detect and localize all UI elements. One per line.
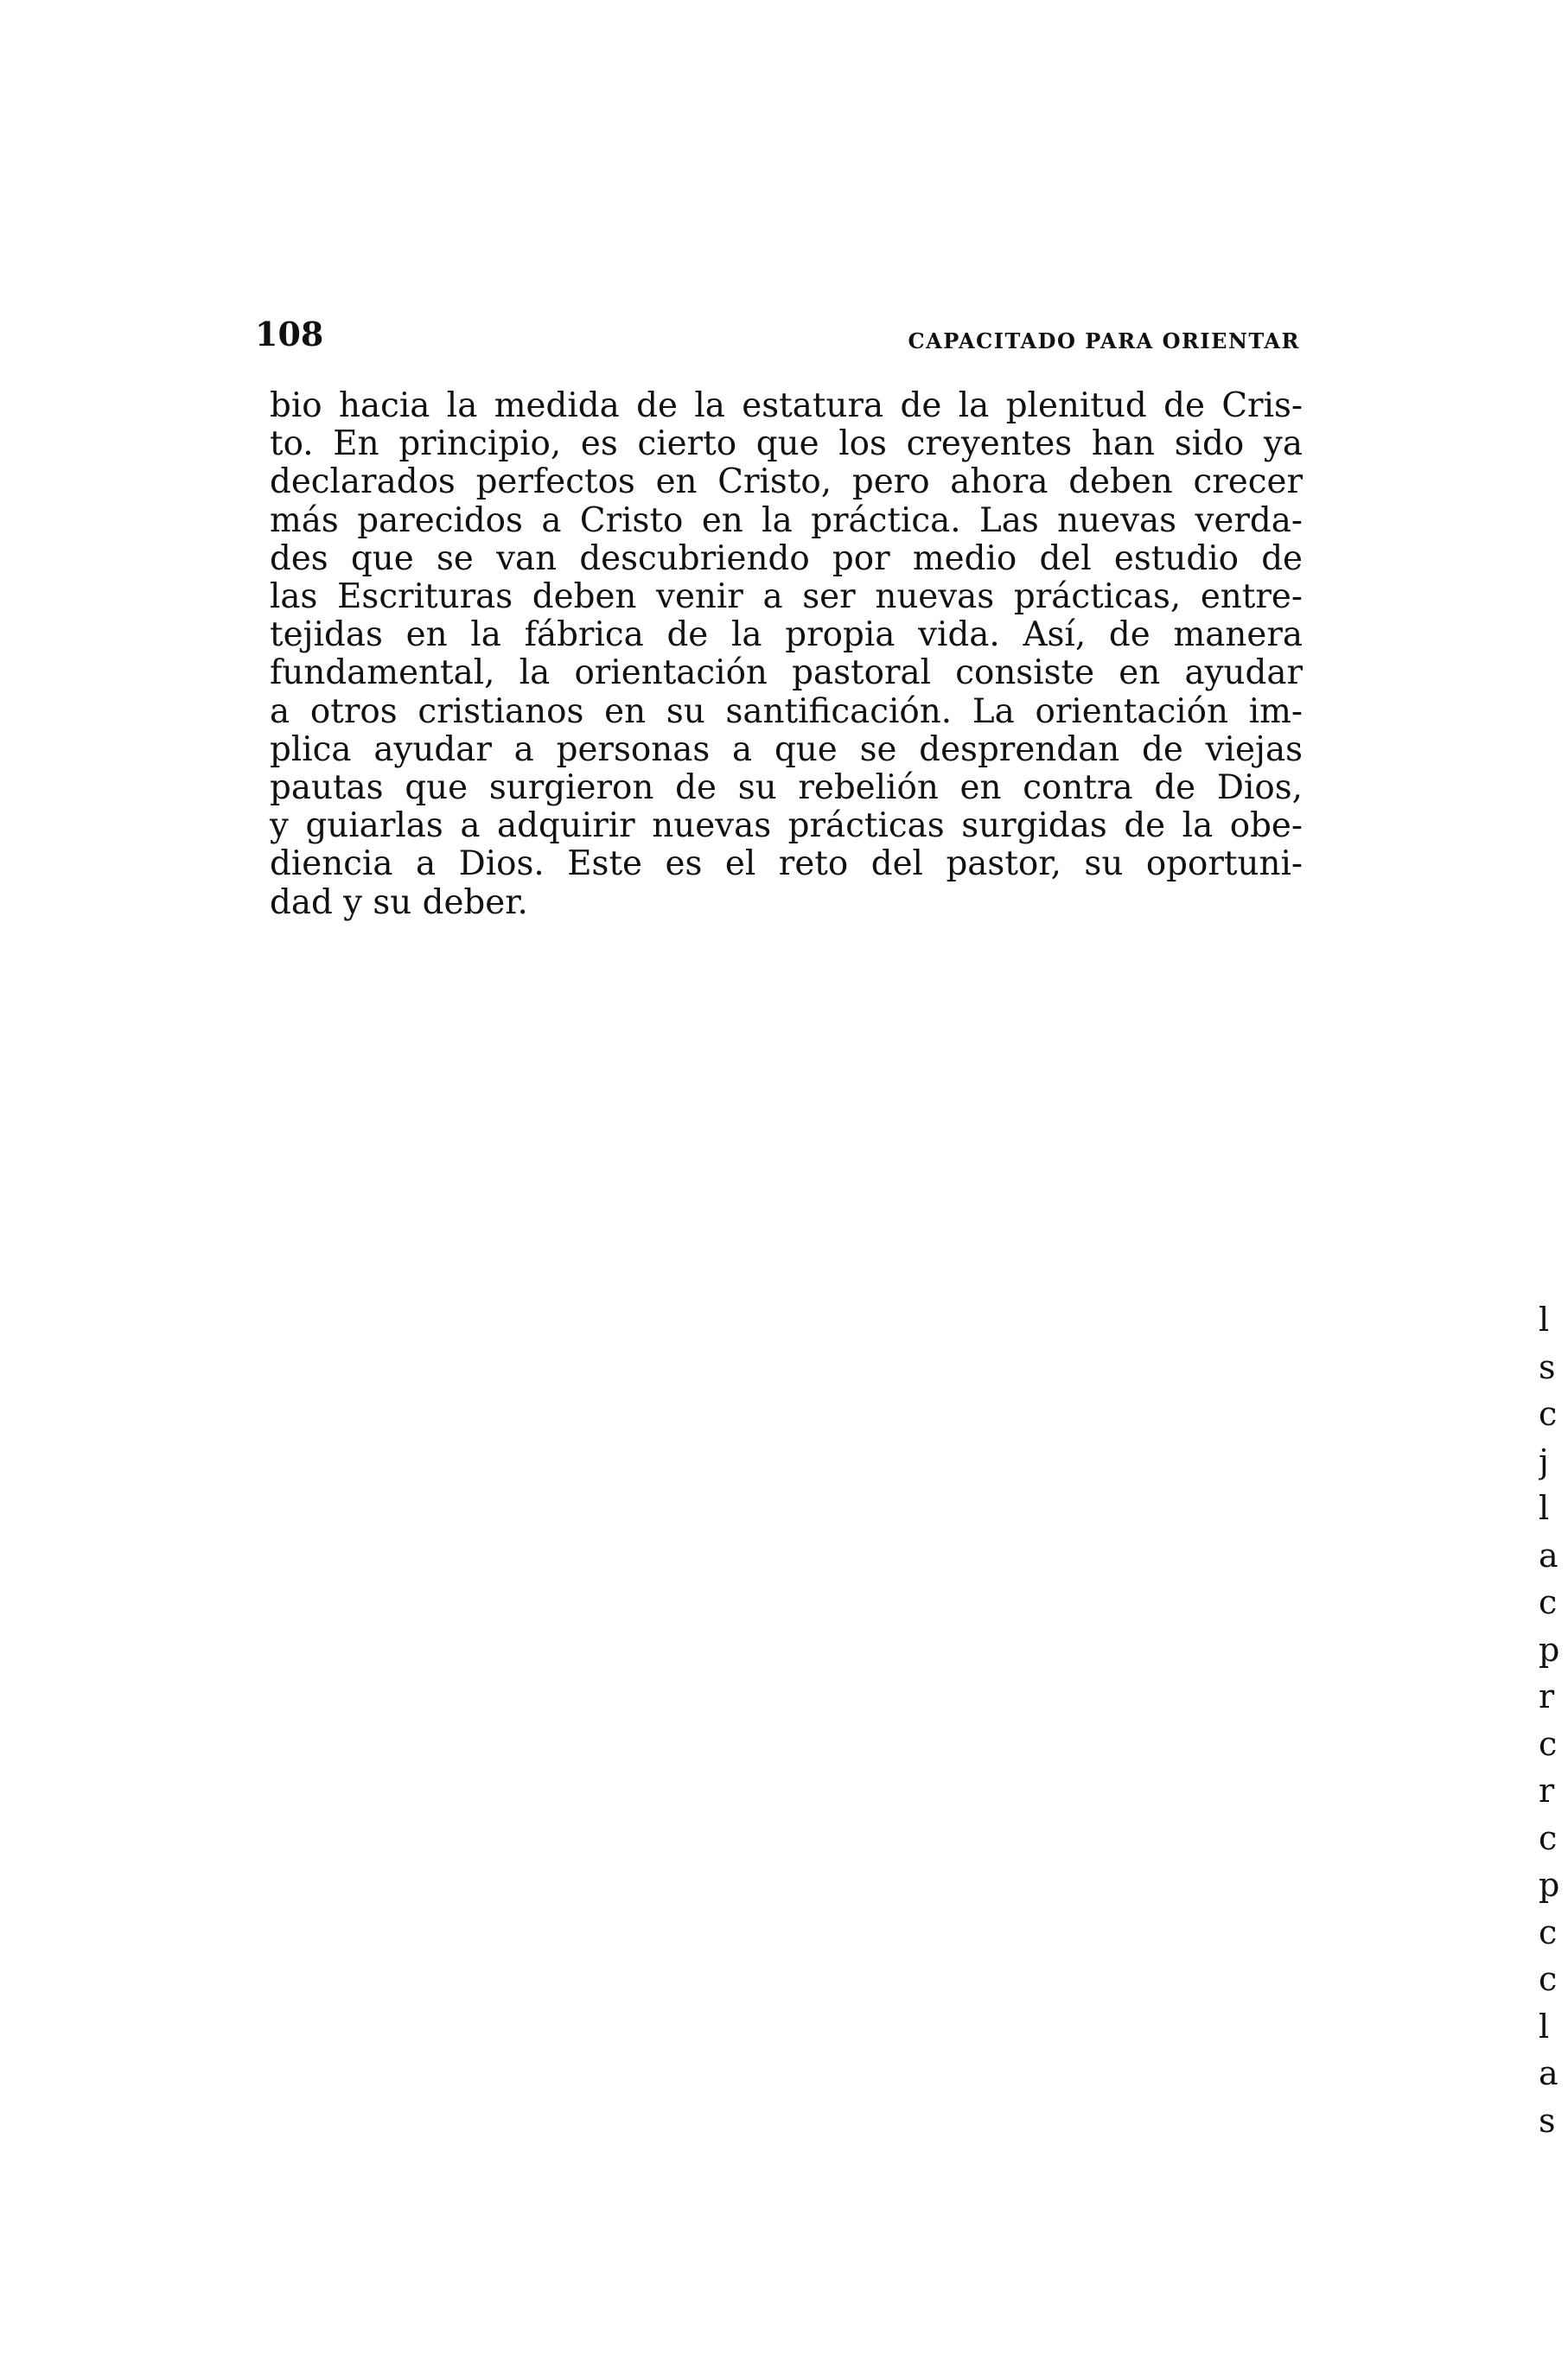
edge-letter: c: [1539, 1960, 1558, 1998]
edge-letter: c: [1539, 1912, 1558, 1951]
text-line: las Escrituras deben venir a ser nuevas prácticas, entre-: [270, 577, 1303, 617]
text-line: to. En principio, es cierto que los creyentes han sido ya: [270, 424, 1303, 464]
edge-letter: a: [1539, 1536, 1558, 1575]
text-line: bio hacia la medida de la estatura de la plenitud de Cris-: [270, 386, 1303, 425]
edge-letter: l: [1539, 1301, 1550, 1339]
edge-letter: c: [1539, 1395, 1558, 1433]
text-line: des que se van descubriendo por medio del estudio de: [270, 538, 1303, 578]
edge-letter: j: [1539, 1441, 1549, 1480]
page-number: 108: [255, 315, 324, 353]
text-line: a otros cristianos en su santificación. La orientación im-: [270, 691, 1303, 731]
text-line: plica ayudar a personas a que se desprendan de viejas: [270, 729, 1303, 769]
edge-letter: r: [1539, 1772, 1555, 1810]
body-paragraph: [270, 387, 1303, 922]
edge-letter: a: [1539, 2054, 1558, 2092]
facing-page-edge-text: [1539, 1296, 1568, 2144]
edge-letter: l: [1539, 1489, 1550, 1527]
text-line: declarados perfectos en Cristo, pero ahora deben crecer: [270, 462, 1303, 502]
text-line: y guiarlas a adquirir nuevas prácticas surgidas de la obe-: [270, 806, 1303, 846]
edge-letter: r: [1539, 1677, 1555, 1715]
edge-letter: l: [1539, 2007, 1550, 2046]
edge-letter: c: [1539, 1583, 1558, 1621]
text-line: pautas que surgieron de su rebelión en contra de Dios,: [270, 768, 1303, 808]
edge-letter: p: [1539, 1866, 1560, 1904]
edge-letter: c: [1539, 1724, 1558, 1763]
running-title: CAPACITADO PARA ORIENTAR: [908, 328, 1300, 353]
text-line: dad y su deber.: [270, 882, 528, 922]
text-line: tejidas en la fábrica de la propia vida. Así, de manera: [270, 615, 1303, 655]
text-line: fundamental, la orientación pastoral consiste en ayudar: [270, 653, 1303, 693]
text-line: diencia a Dios. Este es el reto del pastor, su oportuni-: [270, 844, 1303, 884]
edge-letter: s: [1539, 1347, 1556, 1386]
edge-letter: p: [1539, 1630, 1560, 1669]
text-line: más parecidos a Cristo en la práctica. Las nuevas verda-: [270, 500, 1303, 540]
edge-letter: s: [1539, 2101, 1556, 2140]
edge-letter: c: [1539, 1818, 1558, 1857]
